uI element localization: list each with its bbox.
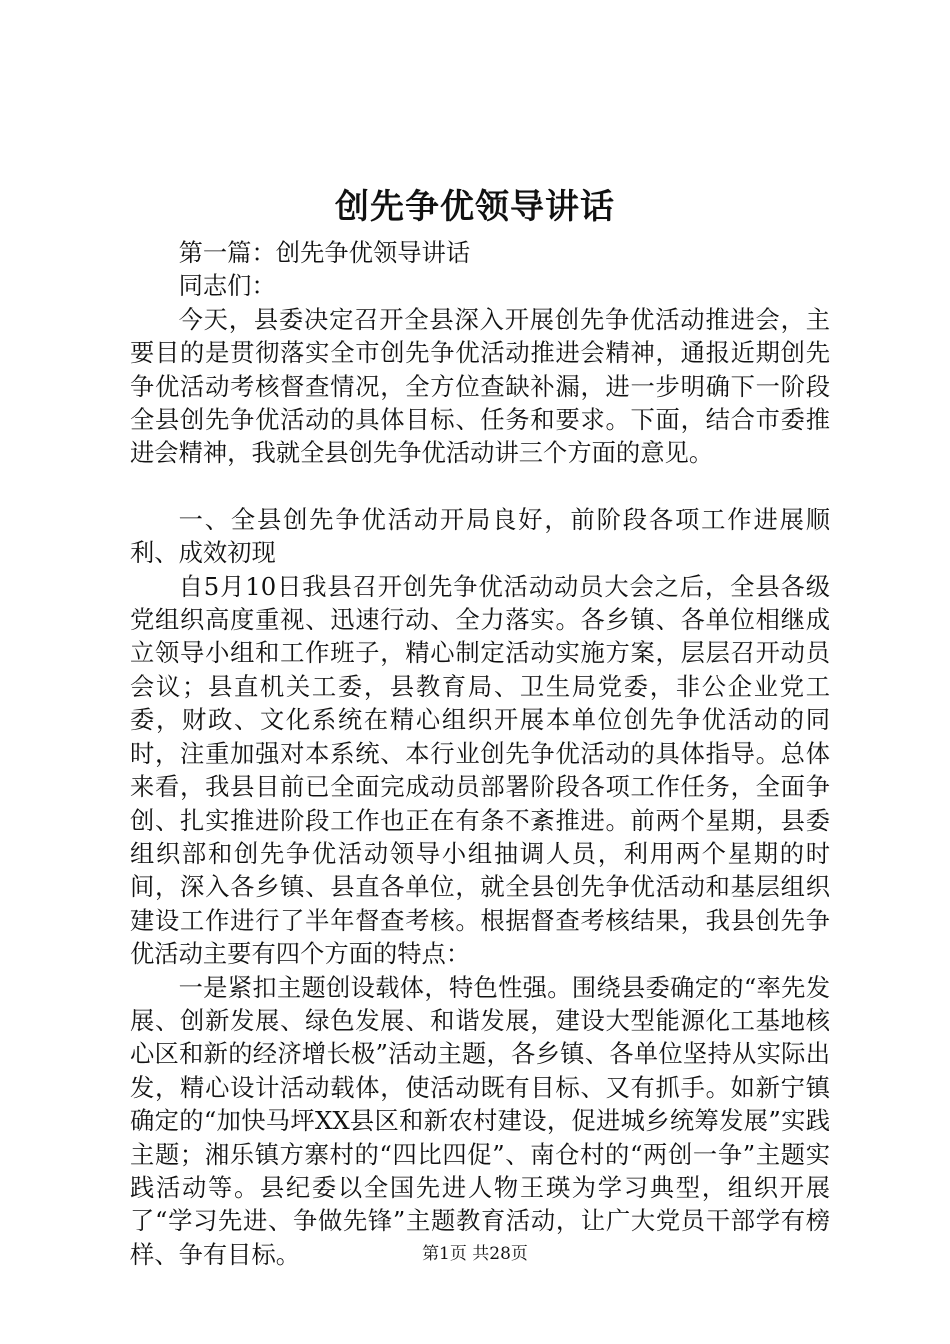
body-paragraph: 自5月10日我县召开创先争优活动动员大会之后，全县各级党组织高度重视、迅速行动、全力落实。各乡镇、各单位相继成立领导小组和工作班子，精心制定活动实施方案，层层召开动员会议；县直机关工委，县教育局、卫生局党委，非公企业党工委，财政、文化系统在精心组织开展本单位创先争优活动的同时，注重加强对本系统、本行业创先争优活动的具体指导。总体来看，我县目前已全面完成动员部署阶段各项工作任务，全面争创、扎实推进阶段工作也正在有条不紊推进。前两个星期，县委组织部和创先争优活动领导小组抽调人员，利用两个星期的时间，深入各乡镇、县直各单位，就全县创先争优活动和基层组织建设工作进行了半年督查考核。根据督查考核结果，我县创先争优活动主要有四个方面的特点： (130, 571, 830, 969)
body-paragraph: 一是紧扣主题创设载体，特色性强。围绕县委确定的“率先发展、创新发展、绿色发展、和谐发展，建设大型能源化工基地核心区和新的经济增长极”活动主题，各乡镇、各单位坚持从实际出发，精心设计活动载体，使活动既有目标、又有抓手。如新宁镇确定的“加快马坪XX县区和新农村建设，促进城乡统筹发展”实践主题；湘乐镇方寨村的“四比四促”、南仓村的“两创一争”主题实践活动等。县纪委以全国先进人物王瑛为学习典型，组织开展了“学习先进、争做先锋”主题教育活动，让广大党员干部学有榜样、争有目标。 (130, 972, 830, 1269)
document-title: 创先争优领导讲话 (335, 187, 615, 227)
section-heading: 一、全县创先争优活动开局良好，前阶段各项工作进展顺利、成效初现 (130, 504, 830, 568)
document-body (130, 236, 830, 1271)
chapter-heading: 第一篇：创先争优领导讲话 (178, 238, 471, 267)
page-number-footer: 第1页 共28页 (422, 1244, 528, 1264)
salutation: 同志们： (178, 271, 276, 301)
intro-paragraph: 今天，县委决定召开全县深入开展创先争优活动推进会，主要目的是贯彻落实全市创先争优活动推进会精神，通报近期创先争优活动考核督查情况，全方位查缺补漏，进一步明确下一阶段全县创先争优活动的具体目标、任务和要求。下面，结合市委推进会精神，我就全县创先争优活动讲三个方面的意见。 (130, 304, 830, 468)
